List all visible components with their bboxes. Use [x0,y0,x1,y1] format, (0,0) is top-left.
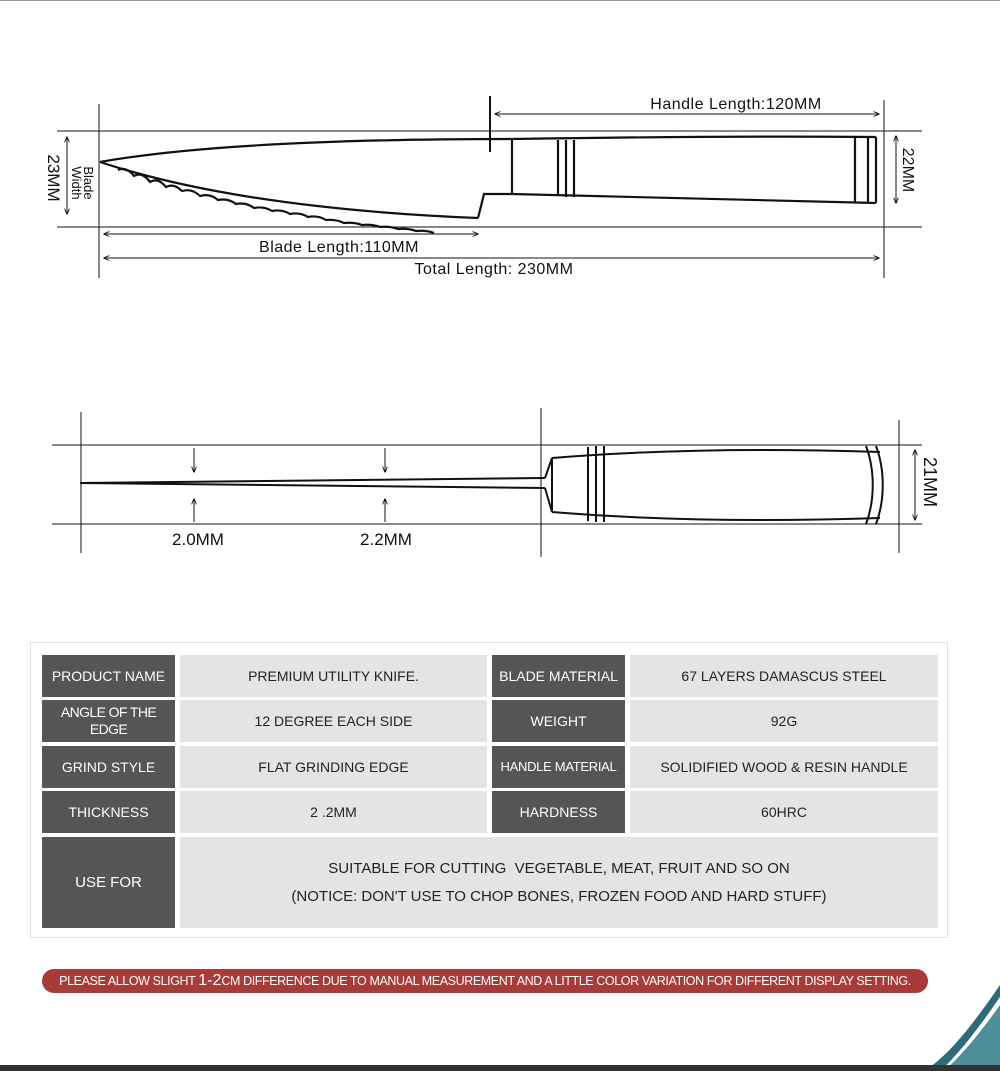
blade-width-value: 23MM [44,154,63,202]
spec-label-thickness: THICKNESS [42,791,175,833]
corner-accent-decoration [930,985,1000,1071]
spec-value-angle: 12 DEGREE EACH SIDE [180,700,487,742]
spec-value-thickness: 2 .2MM [180,791,487,833]
knife-side-view-diagram [0,90,1000,290]
total-length-label: Total Length: 230MM [414,261,574,278]
spec-label-hardness: HARDNESS [492,791,625,833]
notice-range: 1-2 [198,972,222,989]
thickness-label-1: 2.0MM [172,530,224,549]
blade-length-label: Blade Length:110MM [259,239,419,256]
spec-value-grind-style: FLAT GRINDING EDGE [180,746,487,788]
spec-table [30,642,948,938]
spec-label-angle: ANGLE OF THE EDGE [42,700,175,742]
spec-value-use-for [180,837,938,928]
spec-value-blade-material: 67 LAYERS DAMASCUS STEEL [630,655,938,697]
top-divider [0,0,1000,1]
bottom-divider [0,1065,1000,1071]
use-for-line-1: SUITABLE FOR CUTTING VEGETABLE, MEAT, FRUIT AND SO ON [328,859,790,877]
spec-label-weight: WEIGHT [492,700,625,742]
spec-label-grind-style: GRIND STYLE [42,746,175,788]
handle-height-label: 22MM [899,147,916,193]
knife-top-view-diagram [0,400,1000,570]
spec-value-handle-material: SOLIDIFIED WOOD & RESIN HANDLE [630,746,938,788]
handle-length-label: Handle Length:120MM [650,96,822,113]
handle-width-label: 21MM [920,456,940,508]
notice-prefix: PLEASE ALLOW SLIGHT [59,974,199,988]
spec-label-blade-material: BLADE MATERIAL [492,655,625,697]
use-for-line-2: (NOTICE: DON'T USE TO CHOP BONES, FROZEN FOOD AND HARD STUFF) [291,887,827,905]
spec-label-handle-material: HANDLE MATERIAL [492,746,625,788]
blade-width-label-line1: Blade [81,166,96,200]
spec-label-use-for: USE FOR [42,837,175,928]
spec-label-product-name: PRODUCT NAME [42,655,175,697]
spec-value-product-name: PREMIUM UTILITY KNIFE. [180,655,487,697]
notice-suffix: CM DIFFERENCE DUE TO MANUAL MEASUREMENT AND A LITTLE COLOR VARIATION FOR DIFFERENT DISPLAY SETTING. [221,974,911,988]
measurement-notice-bar [42,969,928,993]
thickness-label-2: 2.2MM [360,530,412,549]
spec-value-hardness: 60HRC [630,791,938,833]
spec-value-weight: 92G [630,700,938,742]
blade-width-label-line2: Width [69,166,84,200]
